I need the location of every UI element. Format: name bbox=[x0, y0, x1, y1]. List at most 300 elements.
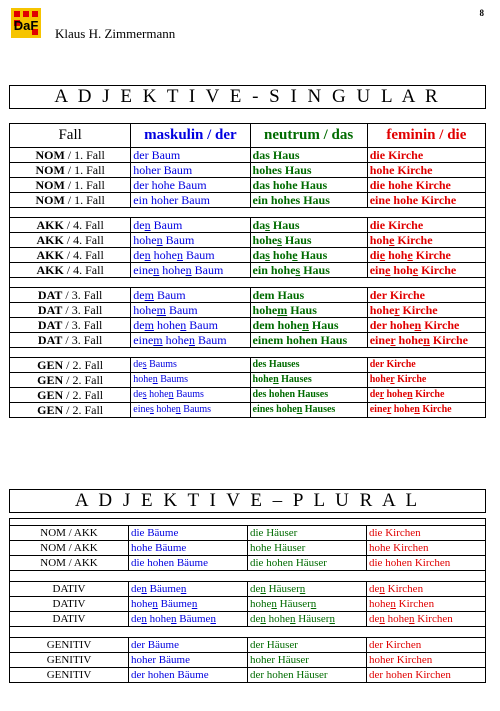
text-segment: hohe bbox=[131, 598, 153, 610]
ending-marker: n bbox=[329, 613, 335, 625]
ending-marker: n bbox=[152, 598, 158, 610]
ending-marker: n bbox=[180, 318, 187, 332]
text-segment: Hauses bbox=[278, 374, 312, 385]
case-cell bbox=[10, 388, 131, 403]
feminin-form bbox=[367, 358, 485, 373]
maskulin-form bbox=[131, 403, 250, 418]
spacer-row bbox=[10, 348, 486, 358]
singular-table bbox=[9, 123, 486, 418]
neutrum-form bbox=[250, 318, 367, 333]
text-segment: di bbox=[369, 248, 380, 262]
text-segment: eine bbox=[369, 333, 391, 347]
column-header-row bbox=[10, 124, 486, 148]
declension-row bbox=[10, 403, 486, 418]
ending-marker: n bbox=[296, 404, 303, 415]
declension-row bbox=[10, 668, 486, 683]
text-segment: hoher Kirchen bbox=[369, 654, 433, 666]
text-segment: hohe bbox=[162, 333, 189, 347]
text-segment: Baums bbox=[157, 374, 189, 385]
neutrum-form bbox=[250, 388, 367, 403]
declension-row bbox=[10, 233, 486, 248]
ending-marker: n bbox=[302, 318, 309, 332]
text-segment: hoher Bäume bbox=[131, 654, 190, 666]
feminin-form bbox=[367, 263, 485, 278]
feminin-form bbox=[367, 612, 486, 627]
text-segment: hohe Kirche bbox=[369, 163, 433, 177]
case-number: / 4. Fall bbox=[63, 218, 104, 232]
case-abbrev: DAT bbox=[37, 303, 63, 317]
neutrum-form bbox=[250, 248, 367, 263]
declension-row bbox=[10, 612, 486, 627]
ending-marker: e bbox=[389, 233, 395, 247]
ending-marker: e bbox=[407, 248, 413, 262]
ending-marker: n bbox=[390, 598, 396, 610]
maskulin-form bbox=[131, 148, 250, 163]
text-segment: hohes Haus bbox=[252, 163, 312, 177]
feminin-form bbox=[367, 582, 486, 597]
text-segment: de bbox=[369, 583, 380, 595]
declension-row bbox=[10, 526, 486, 541]
feminin-form bbox=[367, 218, 485, 233]
case-number: / 3. Fall bbox=[62, 318, 103, 332]
text-segment: Haus bbox=[308, 318, 339, 332]
text-segment: die Häuser bbox=[250, 527, 298, 539]
text-segment: hohe bbox=[395, 333, 424, 347]
ending-marker: m bbox=[156, 303, 166, 317]
text-segment: Baums bbox=[173, 389, 204, 400]
feminin-form bbox=[367, 556, 486, 571]
ending-marker: n bbox=[260, 583, 266, 595]
case-abbrev: NOM bbox=[35, 193, 65, 207]
ending-marker: s bbox=[265, 248, 270, 262]
feminin-form bbox=[367, 193, 485, 208]
text-segment: die hohe Kirche bbox=[369, 178, 451, 192]
case-cell: DATIV bbox=[10, 612, 129, 627]
text-segment: hohe bbox=[133, 233, 157, 247]
case-cell bbox=[10, 303, 131, 318]
feminin-form bbox=[367, 388, 485, 403]
case-number: / 4. Fall bbox=[63, 248, 104, 262]
ending-marker: s bbox=[277, 233, 282, 247]
neutrum-form bbox=[250, 303, 367, 318]
case-number: / 1. Fall bbox=[64, 148, 105, 162]
text-segment: Baum bbox=[165, 303, 198, 317]
maskulin-form bbox=[131, 333, 250, 348]
maskulin-form bbox=[131, 288, 250, 303]
declension-row bbox=[10, 556, 486, 571]
text-segment: die Bäume bbox=[131, 527, 179, 539]
feminin-form bbox=[367, 148, 485, 163]
maskulin-form bbox=[129, 668, 248, 683]
ending-marker: r bbox=[379, 389, 384, 400]
text-segment: hoh bbox=[385, 248, 408, 262]
text-segment: Kirche bbox=[412, 389, 445, 400]
case-cell bbox=[10, 358, 131, 373]
maskulin-form bbox=[131, 163, 250, 178]
ending-marker: r bbox=[386, 404, 392, 415]
case-abbrev: NOM bbox=[35, 148, 65, 162]
author-name: Klaus H. Zimmermann bbox=[55, 26, 176, 41]
text-segment: de bbox=[250, 583, 261, 595]
text-segment: Haus bbox=[287, 303, 317, 317]
text-segment: ein hoher Baum bbox=[133, 193, 210, 207]
ending-marker: r bbox=[390, 374, 395, 385]
text-segment: hoh bbox=[269, 248, 293, 262]
case-cell bbox=[10, 288, 131, 303]
neutrum-form bbox=[248, 668, 367, 683]
case-cell bbox=[10, 163, 131, 178]
text-segment: hohe bbox=[252, 303, 278, 317]
ending-marker: n bbox=[144, 218, 151, 232]
text-segment: hohe bbox=[153, 318, 181, 332]
text-segment: hoh bbox=[390, 263, 413, 277]
neutrum-form bbox=[248, 582, 367, 597]
text-segment: hohe bbox=[384, 613, 410, 625]
spacer-row bbox=[10, 519, 486, 526]
ending-marker: r bbox=[390, 333, 396, 347]
text-segment: Baum bbox=[182, 248, 215, 262]
ending-marker: n bbox=[414, 404, 420, 415]
maskulin-form bbox=[129, 638, 248, 653]
case-number: / 2. Fall bbox=[63, 358, 104, 372]
feminin-form bbox=[367, 248, 485, 263]
plural-title: A D J E K T I V E – P L U R A L bbox=[9, 489, 486, 513]
declension-row bbox=[10, 148, 486, 163]
text-segment: Baum bbox=[191, 263, 224, 277]
maskulin-form bbox=[131, 263, 250, 278]
declension-row bbox=[10, 333, 486, 348]
maskulin-form bbox=[131, 233, 250, 248]
case-abbrev: GEN bbox=[37, 358, 64, 372]
text-segment: ein bbox=[369, 263, 386, 277]
daf-logo bbox=[11, 8, 41, 38]
text-segment: Baum bbox=[194, 333, 227, 347]
maskulin-form bbox=[129, 582, 248, 597]
feminin-header: feminin / die bbox=[367, 124, 485, 148]
declension-row bbox=[10, 653, 486, 668]
ending-marker: n bbox=[168, 389, 174, 400]
text-segment: der Kirche bbox=[369, 359, 416, 370]
spacer-cell bbox=[10, 208, 486, 218]
case-abbrev: DAT bbox=[37, 288, 63, 302]
text-segment: der hohe Baum bbox=[133, 178, 207, 192]
ending-marker: e bbox=[412, 263, 419, 277]
text-segment: Kirchen bbox=[384, 583, 424, 595]
svg-text:DaF: DaF bbox=[13, 18, 39, 33]
text-segment: hohe bbox=[146, 613, 172, 625]
ending-marker: n bbox=[271, 598, 277, 610]
text-segment: eine bbox=[369, 404, 387, 415]
ending-marker: n bbox=[180, 583, 187, 595]
text-segment: des hohen Hauses bbox=[252, 389, 329, 400]
spacer-row bbox=[10, 571, 486, 582]
case-cell: NOM / AKK bbox=[10, 556, 129, 571]
text-segment: de bbox=[131, 613, 142, 625]
ending-marker: n bbox=[210, 613, 216, 625]
ending-marker: n bbox=[379, 613, 385, 625]
case-cell: DATIV bbox=[10, 597, 129, 612]
ending-marker: n bbox=[175, 404, 181, 415]
ending-marker: n bbox=[185, 263, 192, 277]
text-segment: de bbox=[133, 288, 145, 302]
text-segment: Kirche bbox=[399, 303, 438, 317]
feminin-form bbox=[367, 163, 485, 178]
ending-marker: n bbox=[299, 583, 306, 595]
text-segment: das hohe Haus bbox=[252, 178, 328, 192]
maskulin-form bbox=[131, 358, 250, 373]
text-segment: eine bbox=[133, 333, 154, 347]
text-segment: der Kirche bbox=[369, 288, 425, 302]
ending-marker: n bbox=[273, 374, 279, 385]
text-segment: Bäume bbox=[146, 583, 181, 595]
text-segment: hohe bbox=[369, 598, 391, 610]
case-abbrev: AKK bbox=[36, 248, 64, 262]
case-number: / 4. Fall bbox=[63, 233, 104, 247]
feminin-form bbox=[367, 288, 485, 303]
spacer-row bbox=[10, 627, 486, 638]
page-number: 8 bbox=[479, 8, 484, 18]
text-segment: hohe bbox=[265, 613, 291, 625]
text-segment: hohe bbox=[150, 248, 177, 262]
text-segment: die hohen Häuser bbox=[250, 557, 327, 569]
neutrum-form bbox=[250, 148, 367, 163]
neutrum-form bbox=[250, 373, 367, 388]
text-segment: Baum bbox=[153, 288, 186, 302]
ending-marker: s bbox=[295, 263, 301, 277]
text-segment: hohe Häuser bbox=[250, 542, 306, 554]
declension-row bbox=[10, 178, 486, 193]
text-segment: Haus bbox=[300, 263, 330, 277]
case-cell bbox=[10, 233, 131, 248]
text-segment: Bäume bbox=[157, 598, 192, 610]
case-number: / 2. Fall bbox=[63, 388, 104, 402]
plural-table bbox=[9, 518, 486, 683]
text-segment: ein hohe bbox=[252, 263, 296, 277]
neutrum-form bbox=[248, 541, 367, 556]
maskulin-form bbox=[129, 556, 248, 571]
neutrum-form bbox=[248, 597, 367, 612]
feminin-form bbox=[367, 653, 486, 668]
text-segment: hohe Kirchen bbox=[369, 542, 429, 554]
text-segment: de bbox=[133, 218, 145, 232]
declension-row bbox=[10, 303, 486, 318]
text-segment: de bbox=[133, 389, 143, 400]
case-number: / 1. Fall bbox=[64, 163, 105, 177]
text-segment: die hohen Kirchen bbox=[369, 557, 451, 569]
case-cell bbox=[10, 218, 131, 233]
text-segment: Kirchen bbox=[414, 613, 453, 625]
neutrum-form bbox=[248, 556, 367, 571]
neutrum-form bbox=[250, 333, 367, 348]
maskulin-form bbox=[131, 318, 250, 333]
text-segment: da bbox=[252, 218, 266, 232]
case-number: / 1. Fall bbox=[64, 193, 105, 207]
spacer-row bbox=[10, 278, 486, 288]
case-cell: GENITIV bbox=[10, 638, 129, 653]
case-cell: NOM / AKK bbox=[10, 526, 129, 541]
ending-marker: n bbox=[290, 613, 296, 625]
feminin-form bbox=[367, 178, 485, 193]
text-segment: der hohe bbox=[369, 318, 415, 332]
text-segment: Kirche bbox=[419, 404, 452, 415]
ending-marker: n bbox=[153, 263, 160, 277]
declension-row bbox=[10, 288, 486, 303]
neutrum-form bbox=[248, 526, 367, 541]
case-cell bbox=[10, 403, 131, 418]
ending-marker: n bbox=[152, 374, 158, 385]
text-segment: Haus bbox=[297, 248, 328, 262]
spacer-cell bbox=[10, 519, 486, 526]
text-segment: de bbox=[133, 318, 145, 332]
text-segment: der hohen Bäume bbox=[131, 669, 209, 681]
text-segment: Bäume bbox=[176, 613, 211, 625]
neutrum-form bbox=[250, 403, 367, 418]
ending-marker: n bbox=[144, 248, 151, 262]
text-segment: Haus bbox=[269, 218, 300, 232]
text-segment: hohe bbox=[250, 598, 272, 610]
text-segment: Haus bbox=[281, 233, 312, 247]
case-cell: GENITIV bbox=[10, 668, 129, 683]
ending-marker: n bbox=[188, 333, 195, 347]
case-abbrev: AKK bbox=[36, 233, 64, 247]
declension-row bbox=[10, 193, 486, 208]
ending-marker: n bbox=[141, 613, 147, 625]
declension-row bbox=[10, 388, 486, 403]
declension-row bbox=[10, 541, 486, 556]
declension-row bbox=[10, 248, 486, 263]
ending-marker: m bbox=[144, 288, 154, 302]
text-segment: eines hohe bbox=[252, 404, 297, 415]
case-number: / 2. Fall bbox=[63, 403, 104, 417]
case-cell bbox=[10, 248, 131, 263]
text-segment: Kirchen bbox=[395, 598, 435, 610]
text-segment: hohe bbox=[133, 374, 153, 385]
text-segment: hohe bbox=[159, 263, 186, 277]
text-segment: Baum bbox=[186, 318, 218, 332]
neutrum-form bbox=[250, 358, 367, 373]
ending-marker: n bbox=[379, 583, 385, 595]
text-segment: hohe bbox=[146, 389, 169, 400]
neutrum-form bbox=[250, 233, 367, 248]
text-segment: Kirche bbox=[412, 248, 451, 262]
feminin-form bbox=[367, 526, 486, 541]
ending-marker: n bbox=[191, 598, 198, 610]
text-segment: hohe bbox=[252, 374, 274, 385]
ending-marker: n bbox=[141, 583, 147, 595]
maskulin-form bbox=[129, 526, 248, 541]
declension-row bbox=[10, 263, 486, 278]
text-segment: eine hohe Kirche bbox=[369, 193, 457, 207]
feminin-form bbox=[367, 303, 485, 318]
declension-row bbox=[10, 163, 486, 178]
maskulin-form bbox=[131, 248, 250, 263]
neutrum-form bbox=[250, 218, 367, 233]
feminin-form bbox=[367, 668, 486, 683]
ending-marker: n bbox=[409, 613, 415, 625]
text-segment: hoher Baum bbox=[133, 163, 193, 177]
singular-title: A D J E K T I V E - S I N G U L A R bbox=[9, 85, 486, 109]
text-segment: der Baum bbox=[133, 148, 181, 162]
neutrum-form bbox=[248, 653, 367, 668]
text-segment: hohe bbox=[369, 303, 395, 317]
spacer-cell bbox=[10, 627, 486, 638]
maskulin-form bbox=[129, 653, 248, 668]
ending-marker: n bbox=[260, 613, 266, 625]
neutrum-form bbox=[248, 638, 367, 653]
text-segment: hohe bbox=[133, 303, 157, 317]
maskulin-form bbox=[131, 373, 250, 388]
text-segment: einem hohen Haus bbox=[252, 333, 348, 347]
ending-marker: r bbox=[394, 303, 400, 317]
feminin-form bbox=[367, 638, 486, 653]
feminin-form bbox=[367, 333, 485, 348]
text-segment: de bbox=[133, 359, 143, 370]
declension-row bbox=[10, 638, 486, 653]
declension-row bbox=[10, 597, 486, 612]
text-segment: Baums bbox=[180, 404, 212, 415]
text-segment: die Kirche bbox=[369, 148, 424, 162]
ending-marker: n bbox=[156, 233, 163, 247]
neutrum-header: neutrum / das bbox=[250, 124, 367, 148]
text-segment: hoh bbox=[369, 233, 390, 247]
text-segment: hohe bbox=[384, 389, 408, 400]
text-segment: dem Haus bbox=[252, 288, 305, 302]
maskulin-form bbox=[131, 193, 250, 208]
neutrum-form bbox=[250, 288, 367, 303]
spacer-row bbox=[10, 208, 486, 218]
spacer-cell bbox=[10, 278, 486, 288]
maskulin-form bbox=[129, 597, 248, 612]
text-segment: Kirche bbox=[394, 233, 433, 247]
text-segment: Häuser bbox=[295, 613, 330, 625]
maskulin-form bbox=[131, 218, 250, 233]
neutrum-form bbox=[250, 178, 367, 193]
case-number: / 3. Fall bbox=[62, 303, 103, 317]
text-segment: Baum bbox=[162, 233, 195, 247]
text-segment: Baums bbox=[146, 359, 177, 370]
case-cell bbox=[10, 178, 131, 193]
case-abbrev: DAT bbox=[37, 318, 63, 332]
text-segment: Kirche bbox=[418, 263, 457, 277]
neutrum-form bbox=[248, 612, 367, 627]
text-segment: dem hohe bbox=[252, 318, 303, 332]
case-abbrev: NOM bbox=[35, 163, 65, 177]
declension-row bbox=[10, 218, 486, 233]
declension-row bbox=[10, 373, 486, 388]
text-segment: Häuser bbox=[276, 598, 311, 610]
ending-marker: m bbox=[144, 318, 154, 332]
text-segment: hohe bbox=[252, 233, 278, 247]
text-segment: die Kirche bbox=[369, 218, 424, 232]
text-segment: de bbox=[131, 583, 142, 595]
spacer-cell bbox=[10, 571, 486, 582]
text-segment: Hauses bbox=[302, 404, 336, 415]
neutrum-form bbox=[250, 163, 367, 178]
maskulin-form bbox=[131, 178, 250, 193]
case-abbrev: NOM bbox=[35, 178, 65, 192]
spacer-cell bbox=[10, 348, 486, 358]
text-segment: der hohen Häuser bbox=[250, 669, 328, 681]
text-segment: de bbox=[369, 389, 380, 400]
case-cell: DATIV bbox=[10, 582, 129, 597]
text-segment: der Kirchen bbox=[369, 639, 422, 651]
ending-marker: n bbox=[176, 248, 183, 262]
case-abbrev: AKK bbox=[36, 263, 64, 277]
text-segment: eine bbox=[133, 404, 150, 415]
fall-header: Fall bbox=[10, 124, 131, 148]
text-segment: de bbox=[250, 613, 261, 625]
text-segment: hohe bbox=[153, 404, 176, 415]
